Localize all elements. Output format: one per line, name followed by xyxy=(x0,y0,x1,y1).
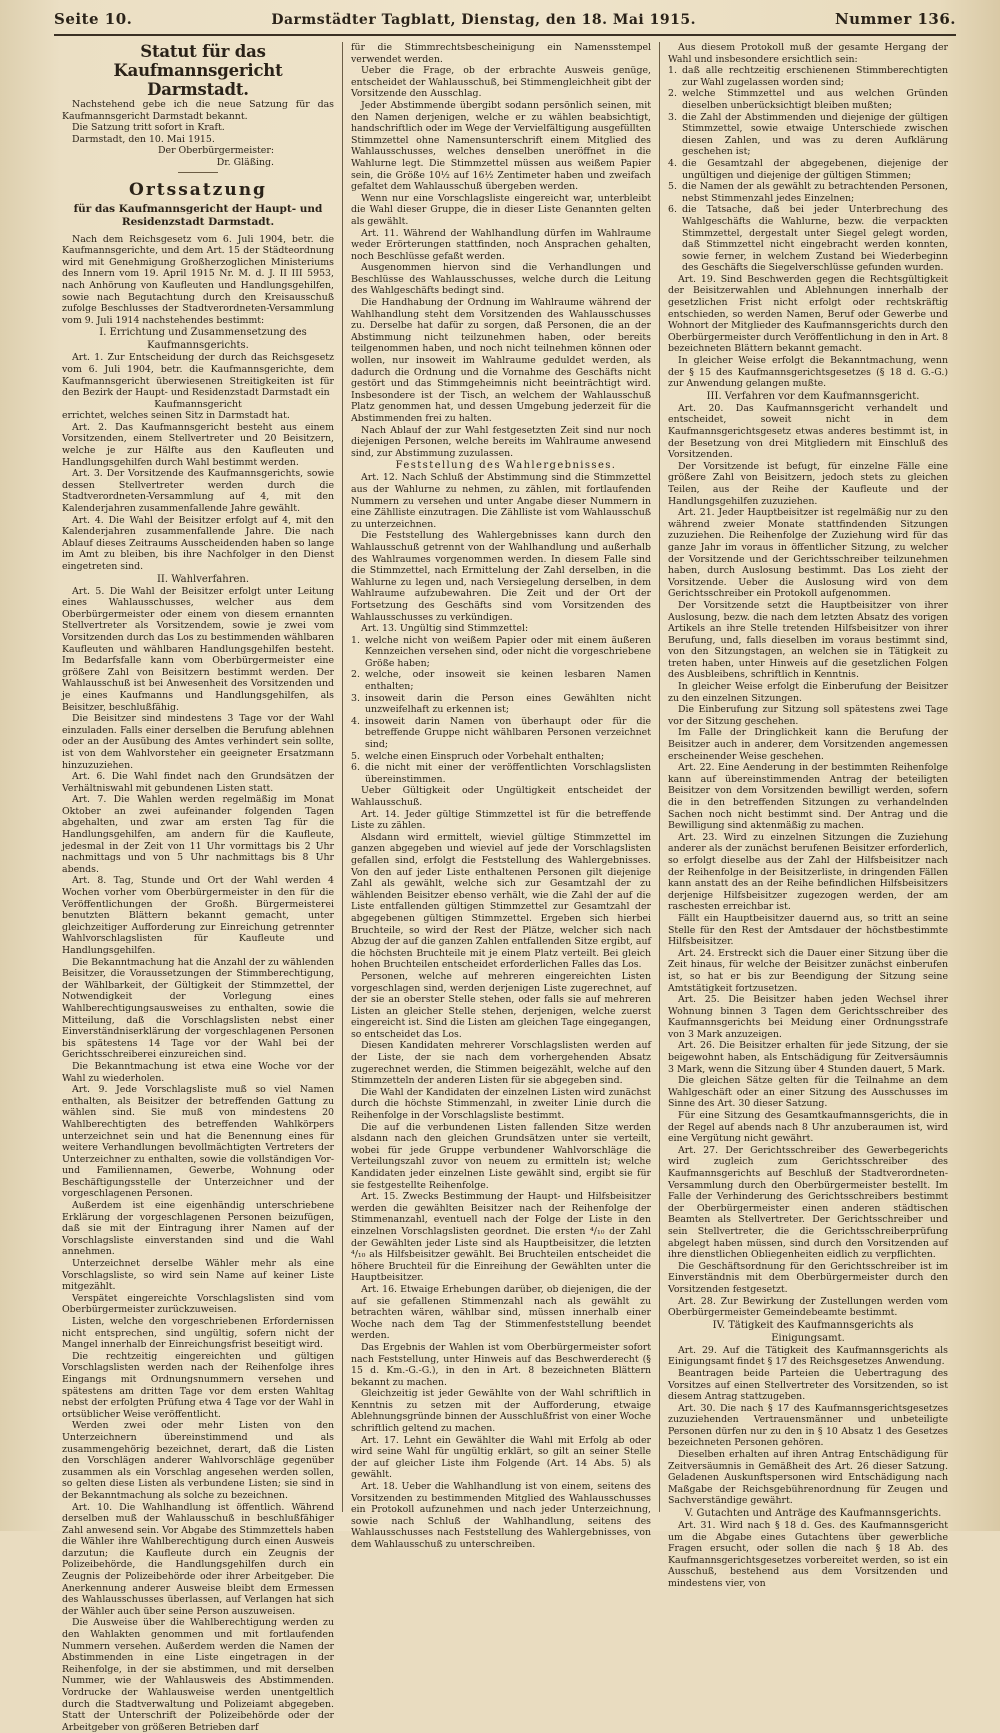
article: Art. 8. Tag, Stunde und Ort der Wahl werden 4 Wochen vorher vom Oberbürgermeister in den für die Veröffentlichungen der Großh. Bürgermeisterei benutzten Blättern bekannt gemacht, unter gleichzeitiger Aufforderung zur Einreichung getrennter Wahlvorschlagslisten für Kaufleute und Handlungsgehilfen. xyxy=(62,875,334,956)
section-heading: II. Wahlverfahren. xyxy=(156,573,250,585)
article: Art. 27. Der Gerichtsschreiber des Gewerbegerichts wird zugleich zum Gerichtsschreiber des Kaufmannsgerichts auf Beschluß der Stadtverordneten-Versammlung durch den Oberbürgermeister bestellt. Im Falle der Verhinderung des Gerichtsschreibers bestimmt der Oberbürgermeister einen anderen städtischen Beamten als Stellvertreter. Der Gerichtsschreiber und sein Stellvertreter, die die Gerichtsschreiberprüfung abgelegt haben müssen, sind durch den Vorsitzenden auf ihre dienstlichen Obliegenheiten eidlich zu verpflichten. xyxy=(668,1144,948,1261)
paragraph: Alsdann wird ermittelt, wieviel gültige Stimmzettel im ganzen abgegeben und wieviel auf jede der Vorschlagslisten gefallen sind, erfolgt die Feststellung des Wahlergebnisses. Von den auf jeder Liste enthaltenen Personen gilt diejenige Zahl als gewählt, welche sich zur Gesamtzahl der zu wählenden Beisitzer ebenso verhält, wie die Zahl der auf die Liste entfallenden gültigen Stimmzettel zur Gesamtzahl der abgegebenen gültigen Stimmzettel. Ergeben sich hierbei Bruchteile, so wird der Rest der Plätze, welcher sich nach Abzug der auf die ganzen Zahlen entfallenden Sitze ergibt, auf die höchsten Bruchteile mit je einem Platz verteilt. Bei gleich hohen Bruchteilen entscheidet erforderlichen Falles das Los. xyxy=(351,831,651,971)
paragraph: Die auf die verbundenen Listen fallenden Sitze werden alsdann nach den gleichen Grundsätzen unter sie verteilt, wobei für jede Gruppe verbundener Wahlvorschläge die Verteilungszahl zuvor von neuem zu ermitteln ist; welche Kandidaten jeder einzelnen Liste gewählt sind, ergibt sie für sie festgestellte Reihenfolge. xyxy=(351,1121,651,1191)
paragraph: Verspätet eingereichte Vorschlagslisten sind vom Oberbürgermeister zurückzuweisen. xyxy=(62,1292,334,1316)
paragraph: Die Satzung tritt sofort in Kraft. xyxy=(72,122,225,134)
article: Art. 26. Die Beisitzer erhalten für jede Sitzung, der sie beigewohnt haben, als Entschädigung für Zeitversäumnis 3 Mark, wenn die Sitzung über 4 Stunden dauert, 5 Mark. xyxy=(668,1040,948,1075)
column-1 xyxy=(54,42,342,1733)
paragraph: Die rechtzeitig eingereichten und gültigen Vorschlagslisten werden nach der Reihenfolge ihres Eingangs mit Ordnungsnummern versehen und spätestens am dritten Tage vor dem ersten Wahltag nebst der erfolgten Prüfung etwa 4 Tage vor der Wahl in ortsüblicher Weise veröffentlicht. xyxy=(62,1350,334,1420)
list-item: 3. insoweit darin die Person eines Gewählten nicht unzweifelhaft zu erkennen ist; xyxy=(351,692,651,716)
article: Art. 13. Ungültig sind Stimmzettel: xyxy=(361,623,529,635)
article: Art. 17. Lehnt ein Gewählter die Wahl mit Erfolg ab oder wird seine Wahl für ungültig erklärt, so gilt an seiner Stelle der auf gleicher Liste ihm Folgende (Art. 14 Abs. 5) als gewählt. xyxy=(351,1434,651,1481)
list-item: 4. insoweit darin Namen von überhaupt oder für die betreffende Gruppe nicht wählbaren Personen verzeichnet sind; xyxy=(351,715,651,751)
article: Art. 24. Erstreckt sich die Dauer einer Sitzung über die Zeit hinaus, für welche der Beisitzer zunächst einberufen ist, so hat er bis zur Beendigung der Sitzung seine Amtstätigkeit fortzusetzen. xyxy=(668,947,948,994)
list-item: 5. welche einen Einspruch oder Vorbehalt enthalten; xyxy=(351,750,605,762)
paragraph: Das Ergebnis der Wahlen ist vom Oberbürgermeister sofort nach Feststellung, unter Hinweis auf das Beschwerderecht (§ 15 d. Km.-G.-G.), in den in Art. 8 bezeichneten Blättern bekannt zu machen. xyxy=(351,1341,651,1388)
article: Art. 9. Jede Vorschlagsliste muß so viel Namen enthalten, als Beisitzer der betreffenden Gattung zu wählen sind. Sie muß von mindestens 20 Wahlberechtigten des betreffenden Wahlkörpers unterzeichnet sein und hat die Benennung eines für weitere Verhandlungen bevollmächtigten Vertreters der Unterzeichner zu enthalten, sowie die vollständigen Vor- und Familiennamen, Gewerbe, Wohnung oder Beschäftigungsstelle der Unterzeichner und der vorgeschlagenen Personen. xyxy=(62,1084,334,1200)
section-heading: V. Gutachten und Anträge des Kaufmannsgerichts. xyxy=(684,1508,942,1520)
paragraph: Nach Ablauf der zur Wahl festgesetzten Zeit sind nur noch diejenigen Personen, welche bereits im Wahlraume anwesend sind, zur Abstimmung zuzulassen. xyxy=(351,424,651,459)
list-item: 2. welche, oder insoweit sie keinen lesbaren Namen enthalten; xyxy=(351,669,651,693)
article: Art. 12. Nach Schluß der Abstimmung sind die Stimmzettel aus der Wahlurne zu nehmen, zu zählen, mit fortlaufenden Nummern zu versehen und unter Angabe dieser Nummern in eine Zählliste einzutragen. Die Zählliste ist vom Wahlausschuß zu unterzeichnen. xyxy=(351,472,651,530)
section-heading: IV. Tätigkeit des Kaufmannsgerichts als Einigungsamt. xyxy=(712,1319,914,1344)
article: Art. 15. Zwecks Bestimmung der Haupt- und Hilfsbeisitzer werden die gewählten Beisitzer nach der Reihenfolge der Stimmenanzahl, eventuell nach der Folge der Liste in den einzelnen Vorschlagslisten geordnet. Die ersten ⁴/₁₀ der Zahl der Gewählten jeder Liste sind als Hauptbeisitzer, die letzten ⁴/₁₀ als Hilfsbeisitzer gewählt. Bei Bruchteilen entscheidet die höhere Bruchteil für die Einreihung der Gewählten unter die Hauptbeisitzer. xyxy=(351,1191,651,1284)
paragraph: Listen, welche den vorgeschriebenen Erfordernissen nicht entsprechen, sind ungültig, sofern nicht der Mangel innerhalb der Einreichungsfrist beseitigt wird. xyxy=(62,1316,334,1351)
masthead xyxy=(54,10,956,36)
ortssatzung-heading: Ortssatzung xyxy=(129,179,267,200)
section-heading: III. Verfahren vor dem Kaufmannsgericht. xyxy=(706,390,920,402)
article: Art. 6. Die Wahl findet nach den Grundsätzen der Verhältniswahl mit gebundenen Listen statt. xyxy=(62,771,334,794)
article: Art. 18. Ueber die Wahlhandlung ist von einem, seitens des Vorsitzenden zu bestimmenden Mitglied des Wahlausschusses ein Protokoll aufzunehmen und nach jeder Unterzeichnung, sowie nach Schluß der Wahlhandlung, seitens des Wahlausschusses nach Feststellung des Wahlergebnisses, von dem Wahlausschuß zu unterschreiben. xyxy=(351,1481,651,1550)
article: Art. 5. Die Wahl der Beisitzer erfolgt unter Leitung eines Wahlausschusses, welcher aus dem Oberbürgermeister oder einem von diesem ernannten Stellvertreter als Vorsitzendem, sowie je zwei vom Vorsitzenden durch das Los zu bestimmenden wählbaren Kaufleuten und wählbaren Handlungsgehilfen besteht. Im Bedarfsfalle kann vom Oberbürgermeister eine größere Zahl von Beisitzern bestimmt werden. Der Wahlausschuß ist bei Anwesenheit des Vorsitzenden und je eines Kaufmanns und Handlungsgehilfen, als Beisitzer, beschlußfähig. xyxy=(62,585,334,713)
paragraph: Aus diesem Protokoll muß der gesamte Hergang der Wahl und insbesondere ersichtlich sein: xyxy=(668,42,948,65)
list-item: 2. welche Stimmzettel und aus welchen Gründen dieselben unberücksichtigt bleiben mußten; xyxy=(668,88,948,111)
ortssatzung-subheading: für das Kaufmannsgericht der Haupt- und Residenzstadt Darmstadt. xyxy=(73,202,323,228)
article: Art. 1. Zur Entscheidung der durch das Reichsgesetz vom 6. Juli 1904, betr. die Kaufmannsgerichte, dem Kaufmannsgericht überwiesenen Streitigkeiten ist für den Bezirk der Haupt- und Residenzstadt Darmstadt ein xyxy=(62,352,334,399)
paragraph: Im Falle der Dringlichkeit kann die Berufung der Beisitzer auch in anderer, dem Vorsitzenden angemessen erscheinender Weise geschehen. xyxy=(668,727,948,762)
paragraph: Die Bekanntmachung hat die Anzahl der zu wählenden Beisitzer, die Voraussetzungen der Stimmberechtigung, der Wählbarkeit, der Gültigkeit der Stimmzettel, der Notwendigkeit der Vorlegung eines Wahlberechtigungsausweises zu enthalten, sowie die Mitteilung, daß die Vorschlagslisten nebst einer Einverständniserklärung der vorgeschlagenen Personen bis spätestens 14 Tage vor der Wahl bei der Gerichtsschreiberei einzureichen sind. xyxy=(62,956,334,1061)
article: Art. 23. Wird zu einzelnen Sitzungen die Zuziehung anderer als der zunächst berufenen Beisitzer erforderlich, so erfolgt dieselbe aus der Zahl der Hilfsbeisitzer nach der Reihenfolge in der Beisitzerliste, in dringenden Fällen kann anstatt des an der Reihe befindlichen Hilfsbeisitzers derjenige Hilfsbeisitzer zugezogen werden, der am raschesten erreichbar ist. xyxy=(668,831,948,913)
article: Art. 21. Jeder Hauptbeisitzer ist regelmäßig nur zu den während zweier Monate stattfindenden Sitzungen zuzuziehen. Die Reihenfolge der Zuziehung wird für das ganze Jahr im voraus in öffentlicher Sitzung, zu welcher der Vorsitzende und der Gerichtsschreiber teilzunehmen haben, durch Auslosung bestimmt. Das Los zieht der Vorsitzende. Ueber die Auslosung wird von dem Gerichtsschreiber ein Protokoll aufgenommen. xyxy=(668,507,948,600)
article: Art. 25. Die Beisitzer haben jeden Wechsel ihrer Wohnung binnen 3 Tagen dem Gerichtsschreiber des Kaufmannsgerichts bei Meidung einer Ordnungsstrafe von 3 Mark anzuzeigen. xyxy=(668,994,948,1040)
paragraph: Die Einberufung zur Sitzung soll spätestens zwei Tage vor der Sitzung geschehen. xyxy=(668,704,948,727)
article: Art. 31. Wird nach § 18 d. Ges. des Kaufmannsgericht um die Abgabe eines Gutachtens über gewerbliche Fragen ersucht, oder sollen die nach § 18 Ab. des Kaufmannsgerichtsgesetzes vorbereitet werden, so ist ein Ausschuß, bestehend aus dem Vorsitzenden und mindestens vier, von xyxy=(668,1520,948,1589)
paragraph: In gleicher Weise erfolgt die Einberufung der Beisitzer zu den einzelnen Sitzungen. xyxy=(668,681,948,704)
page-number: Seite 10. xyxy=(54,10,133,28)
paragraph: Nachstehend gebe ich die neue Satzung für das Kaufmannsgericht Darmstadt bekannt. xyxy=(62,99,334,122)
paragraph: Ausgenommen hiervon sind die Verhandlungen und Beschlüsse des Wahlausschusses, welche durch die Leitung des Wahlgeschäfts bedingt sind. xyxy=(351,262,651,297)
article: Art. 7. Die Wahlen werden regelmäßig im Monat Oktober an zwei aufeinander folgenden Tagen abgehalten, und zwar am ersten Tag für die Handlungsgehilfen, am andern für die Kaufleute, jedesmal in der Zeit von 11 Uhr vormittags bis 2 Uhr nachmittags und von 5 Uhr nachmittags bis 8 Uhr abends. xyxy=(62,794,334,875)
list-item: 6. die nicht mit einer der veröffentlichten Vorschlagslisten übereinstimmen. xyxy=(351,762,651,785)
statut-title: Statut für das Kaufmannsgericht Darmstadt. xyxy=(113,42,283,99)
paragraph: Unterzeichnet derselbe Wähler mehr als eine Vorschlagsliste, so wird sein Name auf keiner Liste mitgezählt. xyxy=(62,1258,334,1293)
paragraph: Personen, welche auf mehreren eingereichten Listen vorgeschlagen sind, werden derjenigen Liste zugerechnet, auf der sie an oberster Stelle stehen, oder falls sie auf mehreren Listen an gleicher Stelle stehen, derjenigen, welche zuerst eingereicht ist. Sind die Listen am gleichen Tage eingegangen, so entscheidet das Los. xyxy=(351,970,651,1040)
column-3 xyxy=(660,42,956,1589)
paragraph: Die Feststellung des Wahlergebnisses kann durch den Wahlausschuß getrennt von der Wahlhandlung und außerhalb des Wahlraumes vorgenommen werden. In diesem Falle sind die Stimmzettel, nach Ermittelung der Zahl derselben, in die Wahlurne zu legen und, nach Versiegelung derselben, in dem Wahlraume aufzubewahren. Die Zeit und der Ort der Fortsetzung des Geschäfts sind vom Vorsitzenden des Wahlausschusses zu verkündigen. xyxy=(351,530,651,623)
article: Art. 14. Jeder gültige Stimmzettel ist für die betreffende Liste zu zählen. xyxy=(351,808,651,832)
signature-title: Der Oberbürgermeister: xyxy=(158,145,274,157)
preamble: Nach dem Reichsgesetz vom 6. Juli 1904, betr. die Kaufmannsgerichte, und dem Art. 15 der Städteordnung wird mit Genehmigung Großherzoglichen Ministeriums des Innern vom 19. April 1915 Nr. M. d. J. II III 5953, nach Anhörung von Kaufleuten und Handlungsgehilfen, sowie nach Begutachtung durch den Kreisausschuß zufolge Beschlusses der Stadtverordneten-Versammlung vom 9. Juli 1914 nachstehendes bestimmt: xyxy=(62,233,334,326)
date-line: Darmstadt, den 10. Mai 1915. xyxy=(72,133,215,145)
list-item: 6. die Tatsache, daß bei jeder Unterbrechung des Wahlgeschäfts die Wahlurne, bezw. die verpackten Stimmzettel, dergestalt unter Siegel gelegt worden, daß Stimmzettel nicht eingebracht werden konnten, sowie ferner, in welchem Zustand bei Wiederbeginn des Geschäfts die Siegelverschlüsse gefunden wurden. xyxy=(668,204,948,274)
column-2 xyxy=(343,42,659,1550)
paragraph: Beantragen beide Parteien die Uebertragung des Vorsitzes auf einen Stellvertreter des Vorsitzenden, so ist diesem Antrag stattzugeben. xyxy=(668,1367,948,1403)
paragraph: Außerdem ist eine eigenhändig unterschriebene Erklärung der vorgeschlagenen Personen beizufügen, daß sie mit der Eintragung ihrer Namen auf der Vorschlagsliste einverstanden sind und die Wahl annehmen. xyxy=(62,1200,334,1258)
paragraph: Die Wahl der Kandidaten der einzelnen Listen wird zunächst durch die höchste Stimmenzahl, in zweiter Linie durch die Reihenfolge in der Vorschlagsliste bestimmt. xyxy=(351,1086,651,1122)
centered-term: Kaufmannsgericht xyxy=(154,398,242,410)
list-item: 3. die Zahl der Abstimmenden und diejenige der gültigen Stimmzettel, sowie etwaige Unterschiede zwischen diesen Zahlen, und was zu deren Aufklärung geschehen ist; xyxy=(668,111,948,158)
paragraph: Diesen Kandidaten mehrerer Vorschlagslisten werden auf der Liste, der sie nach dem vorhergehenden Absatz zugerechnet werden, die Stimmen beigezählt, welche auf den Stimmzetteln der anderen Listen für sie abgegeben sind. xyxy=(351,1040,651,1087)
article: Art. 3. Der Vorsitzende des Kaufmannsgerichts, sowie dessen Stellvertreter werden durch die Stadtverordneten-Versammlung auf 4, mit den Kalenderjahren zusammenfallende Jahre gewählt. xyxy=(62,468,334,515)
signature-name: Dr. Gläßing. xyxy=(216,156,274,168)
article: Art. 2. Das Kaufmannsgericht besteht aus einem Vorsitzenden, einem Stellvertreter und 20 Beisitzern, welche je zur Hälfte aus den Kaufleuten und Handlungsgehilfen durch Wahl bestimmt werden. xyxy=(62,421,334,468)
list-item: 5. die Namen der als gewählt zu betrachtenden Personen, nebst Stimmenzahl jedes Einzelnen; xyxy=(668,181,948,204)
paragraph: Fällt ein Hauptbeisitzer dauernd aus, so tritt an seine Stelle für den Rest der Amtsdauer der höchstbestimmte Hilfsbeisitzer. xyxy=(668,912,948,948)
article: Art. 29. Auf die Tätigkeit des Kaufmannsgerichts als Einigungsamt findet § 17 des Reichsgesetzes Anwendung. xyxy=(668,1344,948,1368)
article: Art. 11. Während der Wahlhandlung dürfen im Wahlraume weder Erörterungen stattfinden, noch Ansprachen gehalten, noch Beschlüsse gefaßt werden. xyxy=(351,227,651,262)
paragraph: Ueber die Frage, ob der erbrachte Ausweis genüge, entscheidet der Wahlausschuß, bei Stimmengleichheit gibt der Vorsitzende den Ausschlag. xyxy=(351,65,651,100)
article: Art. 16. Etwaige Erhebungen darüber, ob diejenigen, die der auf sie gefallenen Stimmenzahl nach als gewählt zu betrachten wären, wählbar sind, müssen innerhalb einer Woche nach dem Tag der Stimmenfeststellung beendet werden. xyxy=(351,1283,651,1342)
article: Art. 30. Die nach § 17 des Kaufmannsgerichtsgesetzes zuzuziehenden Vertrauensmänner und unbeteiligte Personen dürfen nur zu den in § 10 Absatz 1 des Gesetzes bezeichneten Personen gehören. xyxy=(668,1402,948,1449)
article: Art. 28. Zur Bewirkung der Zustellungen werden vom Oberbürgermeister Gemeindebeamte bestimmt. xyxy=(668,1295,948,1319)
paragraph: Gleichzeitig ist jeder Gewählte von der Wahl schriftlich in Kenntnis zu setzen mit der Aufforderung, etwaige Ablehnungsgründe binnen der Ausschlußfrist von einer Woche schriftlich geltend zu machen. xyxy=(351,1388,651,1435)
article: Art. 19. Sind Beschwerden gegen die Rechtsgültigkeit der Beisitzerwahlen und Ablehnungen innerhalb der gesetzlichen Frist nicht erfolgt oder rechtskräftig entschieden, so werden Namen, Beruf oder Gewerbe und Wohnort der Mitglieder des Kaufmannsgerichts durch den Oberbürgermeister durch Veröffentlichung in den in Art. 8 bezeichneten Blättern bekannt gemacht. xyxy=(668,273,948,355)
list-item: 1. welche nicht von weißem Papier oder mit einem äußeren Kennzeichen versehen sind, oder nicht die vorgeschriebene Größe haben; xyxy=(351,634,651,669)
text-columns xyxy=(54,42,956,1733)
paragraph: Jeder Abstimmende übergibt sodann persönlich seinen, mit den Namen derjenigen, welche er zu wählen beabsichtigt, handschriftlich oder im Wege der Vervielfältigung ausgefüllten Stimmzettel ohne Namensunterschrift einem Mitglied des Wahlausschusses, welches denselben uneröffnet in die Wahlurne legt. Die Stimmzettel müssen aus weißem Papier sein, die Größe 10½ auf 16½ Zentimeter haben und zweifach gefaltet dem Wahlausschuß übergeben werden. xyxy=(351,99,651,193)
paragraph: Für eine Sitzung des Gesamtkaufmannsgerichts, die in der Regel auf abends nach 8 Uhr anzuberaumen ist, wird eine Vergütung nicht gewährt. xyxy=(668,1110,948,1145)
section-heading: I. Errichtung und Zusammensetzung des Kaufmannsgerichts. xyxy=(99,327,307,352)
section-heading: Feststellung des Wahlergebnisses. xyxy=(395,460,617,472)
article-continuation: errichtet, welches seinen Sitz in Darmstadt hat. xyxy=(62,410,290,422)
paragraph: Die Beisitzer sind mindestens 3 Tage vor der Wahl einzuladen. Falls einer derselben die Berufung ablehnen oder an der Ausübung des Amtes verhindert sein sollte, ist von dem Wahlvorsteher ein geeigneter Ersatzmann hinzuzuziehen. xyxy=(62,713,334,771)
paragraph: Dieselben erhalten auf ihren Antrag Entschädigung für Zeitversäumnis in Gemäßheit des Art. 26 dieser Satzung. Geladenen Auskunftspersonen wird Entschädigung nach Maßgabe der Reichsgebührenordnung für Zeugen und Sachverständige gewährt. xyxy=(668,1449,948,1507)
paragraph: Ueber Gültigkeit oder Ungültigkeit entscheidet der Wahlausschuß. xyxy=(351,785,651,808)
paragraph: In gleicher Weise erfolgt die Bekanntmachung, wenn der § 15 des Kaufmannsgerichtsgesetzes (§ 18 d. G.-G.) zur Anwendung gelangen mußte. xyxy=(668,355,948,390)
article: Art. 22. Eine Aenderung in der bestimmten Reihenfolge kann auf übereinstimmenden Antrag der beteiligten Beisitzer von dem Vorsitzenden bewilligt werden, sofern die in den betreffenden Sitzungen zu verhandelnden Sachen noch nicht bestimmt sind. Der Antrag und die Bewilligung sind aktenmäßig zu machen. xyxy=(668,762,948,832)
paragraph: Die Geschäftsordnung für den Gerichtsschreiber ist im Einverständnis mit dem Oberbürgermeister durch den Vorsitzenden festgesetzt. xyxy=(668,1260,948,1295)
paragraph: Die gleichen Sätze gelten für die Teilnahme an dem Wahlgeschäft oder an einer Sitzung des Ausschusses im Sinne des Art. 30 dieser Satzung. xyxy=(668,1075,948,1110)
paragraph: Die Bekanntmachung ist etwa eine Woche vor der Wahl zu wiederholen. xyxy=(62,1060,334,1084)
paragraph: Der Vorsitzende setzt die Hauptbeisitzer von ihrer Auslosung, bezw. die nach dem letzten Absatz des vorigen Artikels an ihre Stelle tretenden Hilfsbeisitzer von ihrer Berufung, und, falls dieselben im voraus bestimmt sind, von den Sitzungstagen, an welchen sie in Tätigkeit zu treten haben, unter Hinweis auf die gesetzlichen Folgen des Ausbleibens, schriftlich in Kenntnis. xyxy=(668,599,948,681)
list-item: 1. daß alle rechtzeitig erschienenen Stimmberechtigten zur Wahl zugelassen worden sind; xyxy=(668,65,948,88)
paragraph: Werden zwei oder mehr Listen von den Unterzeichnern übereinstimmend und als zusammengehörig bezeichnet, derart, daß die Listen den Vorschlägen anderer Wahlvorschläge gegenüber zusammen als ein Vorschlag angesehen werden sollen, so gelten diese Listen als verbundene Listen; sie sind in der Bekanntmachung als solche zu bezeichnen. xyxy=(62,1420,334,1501)
paragraph: Die Handhabung der Ordnung im Wahlraume während der Wahlhandlung steht dem Vorsitzenden des Wahlausschusses zu. Derselbe hat dafür zu sorgen, daß Personen, die an der Abstimmung nicht teilzunehmen haben, oder bereits teilgenommen haben, und noch nicht teilnehmen können oder wollen, nur insoweit im Wahlraume geduldet werden, als dadurch die Ordnung und die Vornahme des Geschäfts nicht gestört und das Stimmgeheimnis nicht beeinträchtigt wird. Insbesondere ist der Tisch, an welchem der Wahlausschuß Platz genommen hat, und dessen Umgebung jederzeit für die Abstimmenden frei zu halten. xyxy=(351,297,651,424)
article: Art. 10. Die Wahlhandlung ist öffentlich. Während derselben muß der Wahlausschuß in beschlußfähiger Zahl anwesend sein. Vor Abgabe des Stimmzettels haben die Wähler ihre Wahlberechtigung durch einen Ausweis darzutun; die Kaufleute durch ein Zeugnis der Polizeibehörde, die Handlungsgehilfen durch ein Zeugnis der Polizeibehörde oder ihrer Arbeitgeber. Die Anerkennung anderer Ausweise bleibt dem Ermessen des Wahlausschusses überlassen, auf Verlangen hat sich der Wähler auch über seine Person auszuweisen. xyxy=(62,1501,334,1617)
paragraph: für die Stimmrechtsbescheinigung ein Namensstempel verwendet werden. xyxy=(351,42,651,65)
list-item: 4. die Gesamtzahl der abgegebenen, diejenige der ungültigen und diejenige der gültigen Stimmen; xyxy=(668,157,948,181)
paragraph: Wenn nur eine Vorschlagsliste eingereicht war, unterbleibt die Wahl dieser Gruppe, die in dieser Liste Genannten gelten als gewählt. xyxy=(351,192,651,227)
article: Art. 4. Die Wahl der Beisitzer erfolgt auf 4, mit den Kalenderjahren zusammenfallende Jahre. Die nach Ablauf dieses Zeitraums Ausscheidenden haben so lange im Amt zu bleiben, bis ihre Nachfolger in den Dienst eingetreten sind. xyxy=(62,514,334,572)
divider xyxy=(178,172,218,173)
paragraph: Der Vorsitzende ist befugt, für einzelne Fälle eine größere Zahl von Beisitzern, jedoch stets zu gleichen Teilen, aus der Reihe der Kaufleute und der Handlungsgehilfen zuzuziehen. xyxy=(668,460,948,507)
publication-line: Darmstädter Tagblatt, Dienstag, den 18. Mai 1915. xyxy=(271,12,696,28)
paragraph: Die Ausweise über die Wahlberechtigung werden zu den Wahlakten genommen und mit fortlaufenden Nummern versehen. Außerdem werden die Namen der Abstimmenden in eine Liste eingetragen in der Reihenfolge, in der sie abstimmen, und mit derselben Nummer, wie der Wahlausweis des Abstimmenden. Vordrucke der Wahlausweise werden unentgeltlich durch die Stadtverwaltung und Polizeiamt abgegeben. Statt der Unterschrift der Polizeibehörde oder der Arbeitgeber von größeren Betrieben darf xyxy=(62,1617,334,1733)
issue-number: Nummer 136. xyxy=(834,10,956,28)
article: Art. 20. Das Kaufmannsgericht verhandelt und entscheidet, soweit nicht in dem Kaufmannsgerichtsgesetz etwas anderes bestimmt ist, in der Besetzung von drei Mitgliedern mit Einschluß des Vorsitzenden. xyxy=(668,402,948,461)
